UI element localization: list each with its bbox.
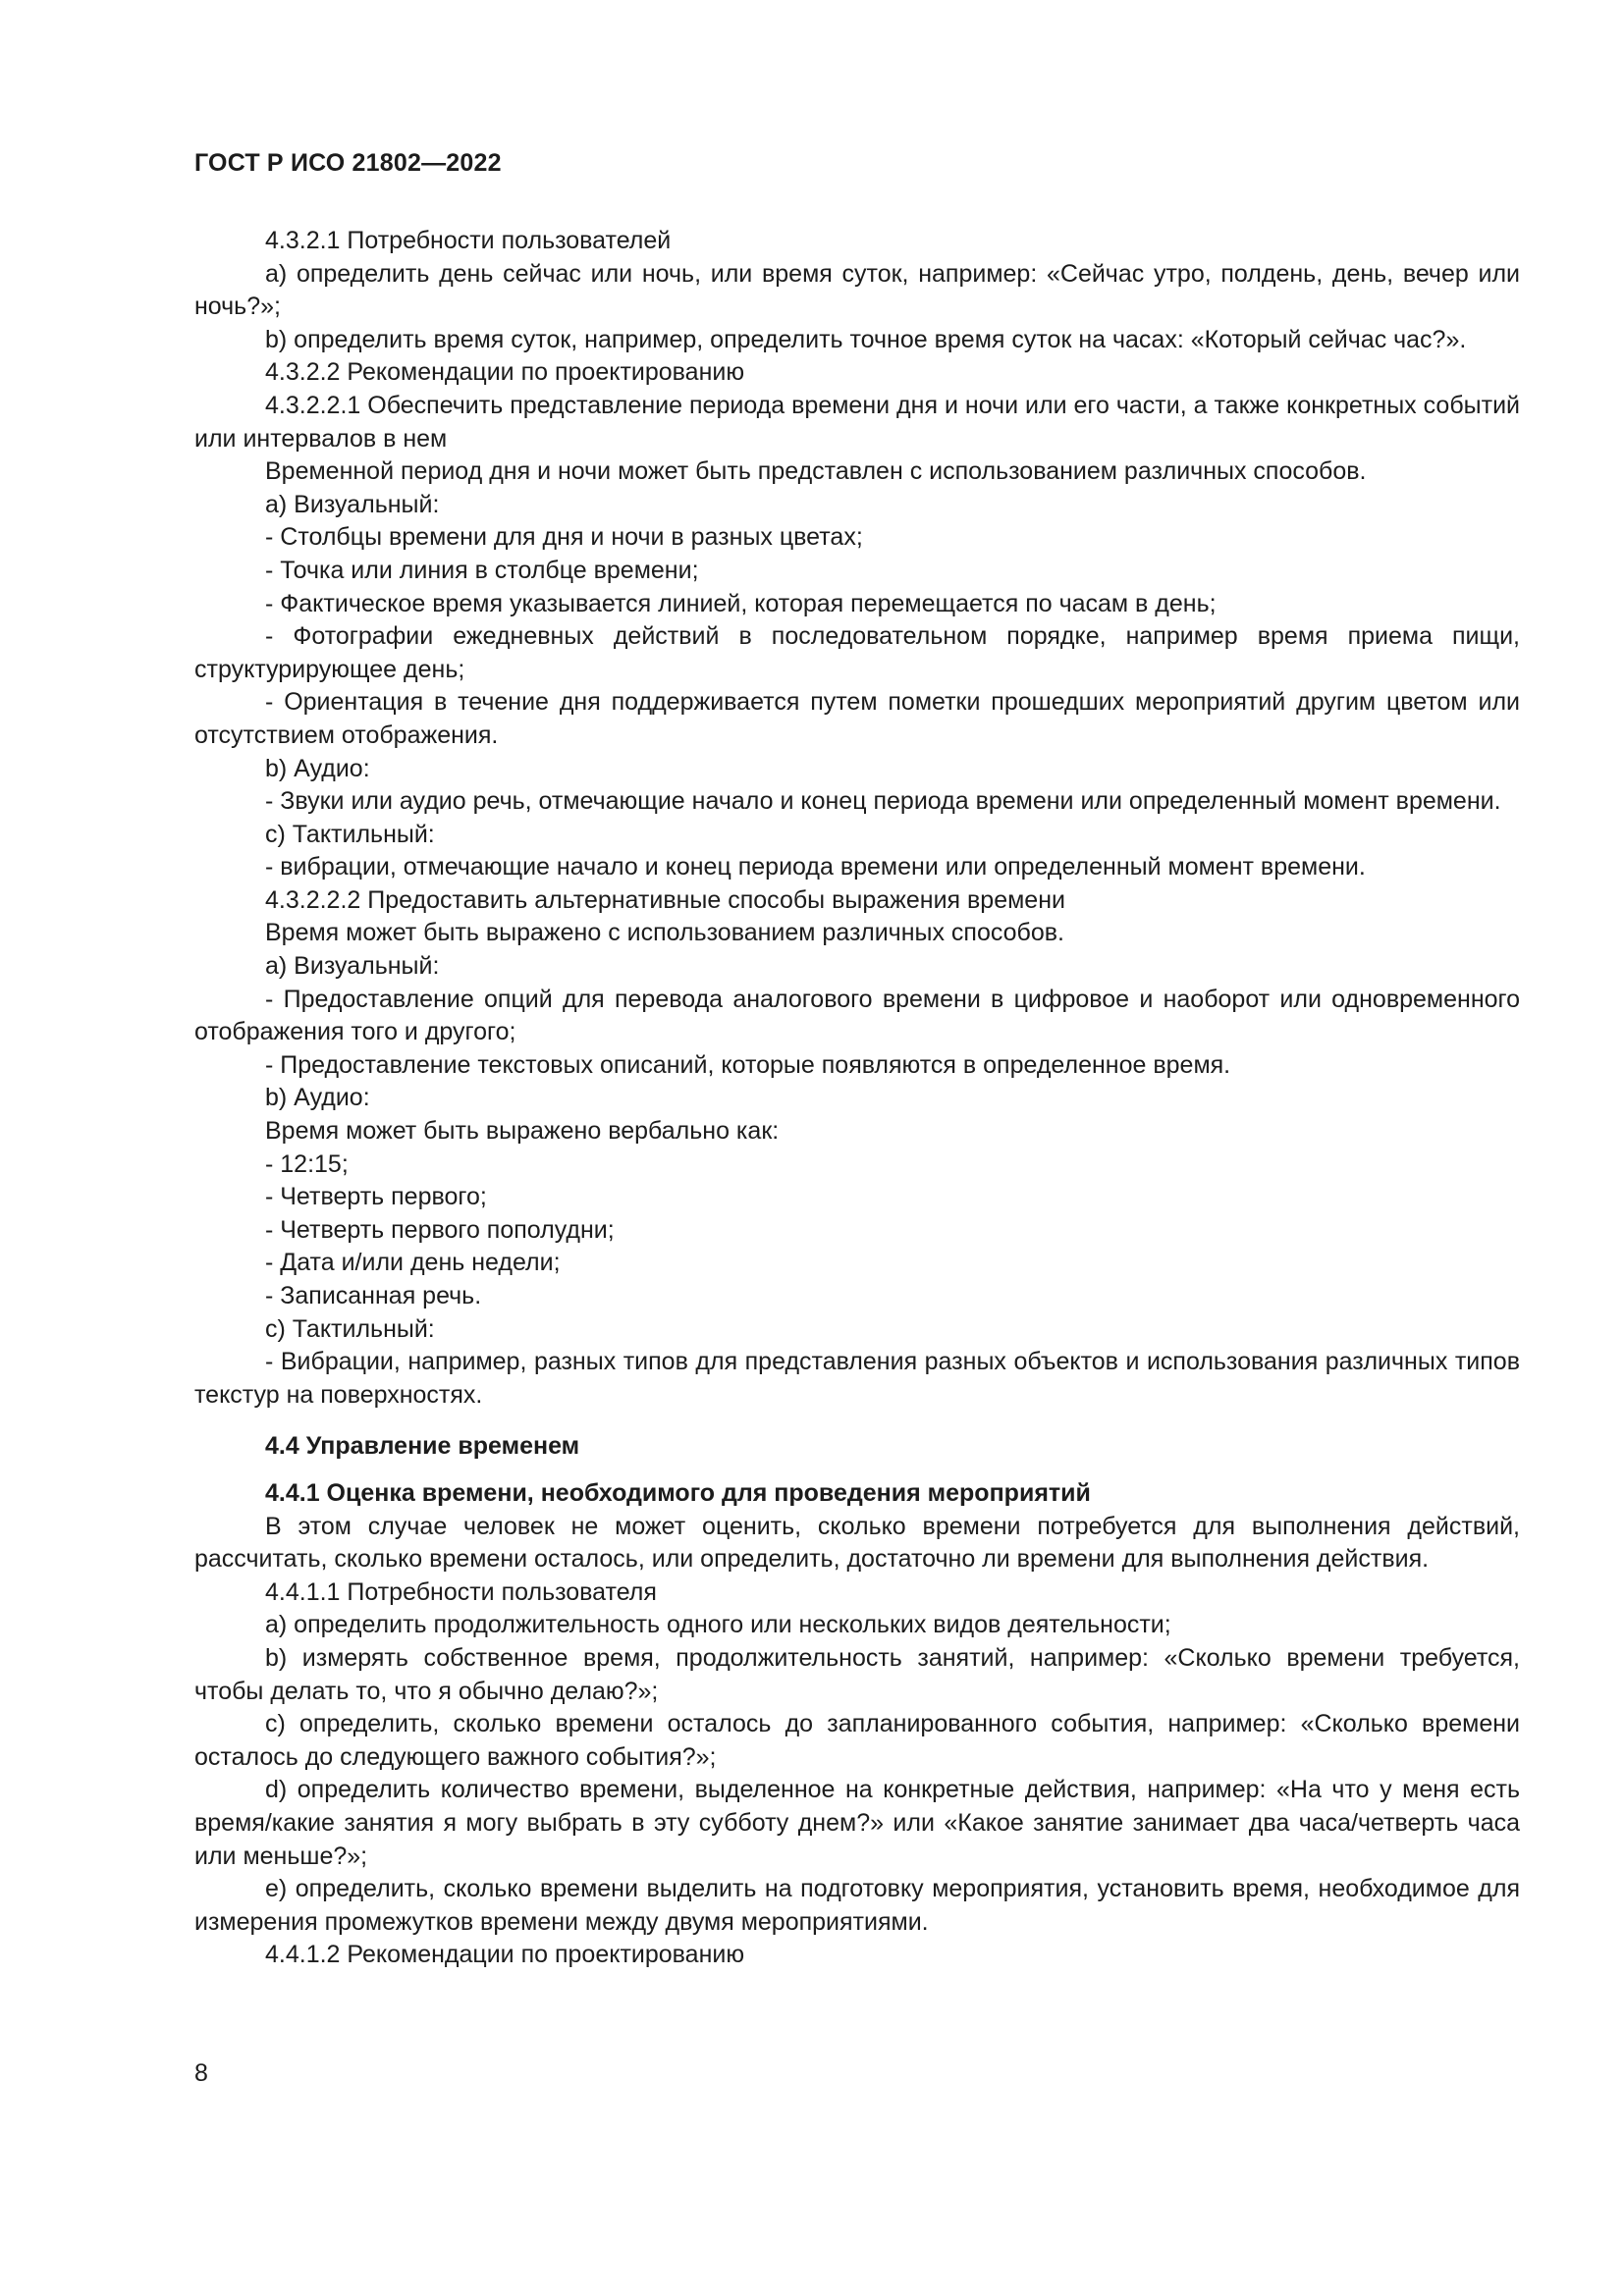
paragraph: 4.3.2.1 Потребности пользователей xyxy=(265,227,672,254)
list-item: - Столбцы времени для дня и ночи в разных цветах; xyxy=(265,523,863,552)
section-heading: 4.4 Управление временем xyxy=(265,1432,580,1461)
list-item: - Звуки или аудио речь, отмечающие начало и конец периода времени или определенный момент времени. xyxy=(265,787,1501,816)
list-item: - вибрации, отмечающие начало и конец периода времени или определенный момент времени. xyxy=(265,853,1366,881)
paragraph: В этом случае человек не может оценить, сколько времени потребуется для выполнения действий, рассчитать, сколько времени осталось, или определить, достаточно ли времени для выполнения действия. xyxy=(194,1512,1520,1574)
list-item: - Четверть первого пополудни; xyxy=(265,1215,615,1244)
paragraph: 4.3.2.2.1 Обеспечить представление периода времени дня и ночи или его части, а также конкретных событий или интервалов в нем xyxy=(194,391,1520,453)
paragraph: с) Тактильный: xyxy=(265,820,435,848)
document-body xyxy=(194,225,1520,1972)
list-item: - Фактическое время указывается линией, которая перемещается по часам в день; xyxy=(265,589,1217,617)
paragraph: 4.4.1.2 Рекомендации по проектированию xyxy=(265,1941,745,1969)
list-item: - Предоставление опций для перевода аналогового времени в цифровое и наоборот или одновременного отображения того и другого; xyxy=(194,985,1520,1046)
paragraph: 4.3.2.2.2 Предоставить альтернативные способы выражения времени xyxy=(265,885,1065,914)
paragraph: с) определить, сколько времени осталось до запланированного события, например: «Сколько времени осталось до следующего важного события?»; xyxy=(194,1710,1520,1771)
list-item: - Вибрации, например, разных типов для представления разных объектов и использования различных типов текстур на поверхностях. xyxy=(194,1348,1520,1409)
document-header: ГОСТ Р ИСО 21802—2022 xyxy=(194,149,502,177)
list-item: - Четверть первого; xyxy=(265,1183,487,1211)
paragraph: а) определить день сейчас или ночь, или время суток, например: «Сейчас утро, полдень, день, вечер или ночь?»; xyxy=(194,259,1520,321)
list-item: - 12:15; xyxy=(265,1149,349,1178)
list-item: - Ориентация в течение дня поддерживается путем пометки прошедших мероприятий другим цветом или отсутствием отображения. xyxy=(194,688,1520,749)
paragraph: d) определить количество времени, выделенное на конкретные действия, например: «На что у меня есть время/какие занятия я могу выбрать в эту субботу днем?» или «Какое занятие занимает два часа/четверть часа или меньше?»; xyxy=(194,1776,1520,1870)
list-item: - Точка или линия в столбце времени; xyxy=(265,556,699,584)
paragraph: е) определить, сколько времени выделить на подготовку мероприятия, установить время, необходимое для измерения промежутков времени между двумя мероприятиями. xyxy=(194,1875,1520,1936)
paragraph: 4.4.1.1 Потребности пользователя xyxy=(265,1577,657,1606)
paragraph: а) определить продолжительность одного или нескольких видов деятельности; xyxy=(265,1611,1171,1639)
paragraph: b) измерять собственное время, продолжительность занятий, например: «Сколько времени требуется, чтобы делать то, что я обычно делаю?»; xyxy=(194,1643,1520,1705)
list-item: - Предоставление текстовых описаний, которые появляются в определенное время. xyxy=(265,1050,1231,1079)
paragraph: с) Тактильный: xyxy=(265,1314,435,1343)
list-item: - Фотографии ежедневных действий в последовательном порядке, например время приема пищи, структурирующее день; xyxy=(194,622,1520,683)
paragraph: Время может быть выражено с использованием различных способов. xyxy=(265,919,1065,947)
paragraph: Время может быть выражено вербально как: xyxy=(265,1117,780,1146)
paragraph: Временной период дня и ночи может быть представлен с использованием различных способов. xyxy=(265,457,1367,486)
subsection-heading: 4.4.1 Оценка времени, необходимого для проведения мероприятий xyxy=(265,1478,1091,1507)
page-number: 8 xyxy=(194,2059,208,2087)
paragraph: b) Аудио: xyxy=(265,1084,370,1112)
paragraph: b) Аудио: xyxy=(265,754,370,782)
list-item: - Записанная речь. xyxy=(265,1282,482,1309)
paragraph: а) Визуальный: xyxy=(265,490,440,518)
paragraph: b) определить время суток, например, определить точное время суток на часах: «Который сейчас час?». xyxy=(265,325,1467,353)
list-item: - Дата и/или день недели; xyxy=(265,1249,561,1277)
paragraph: а) Визуальный: xyxy=(265,952,440,981)
paragraph: 4.3.2.2 Рекомендации по проектированию xyxy=(265,358,745,387)
